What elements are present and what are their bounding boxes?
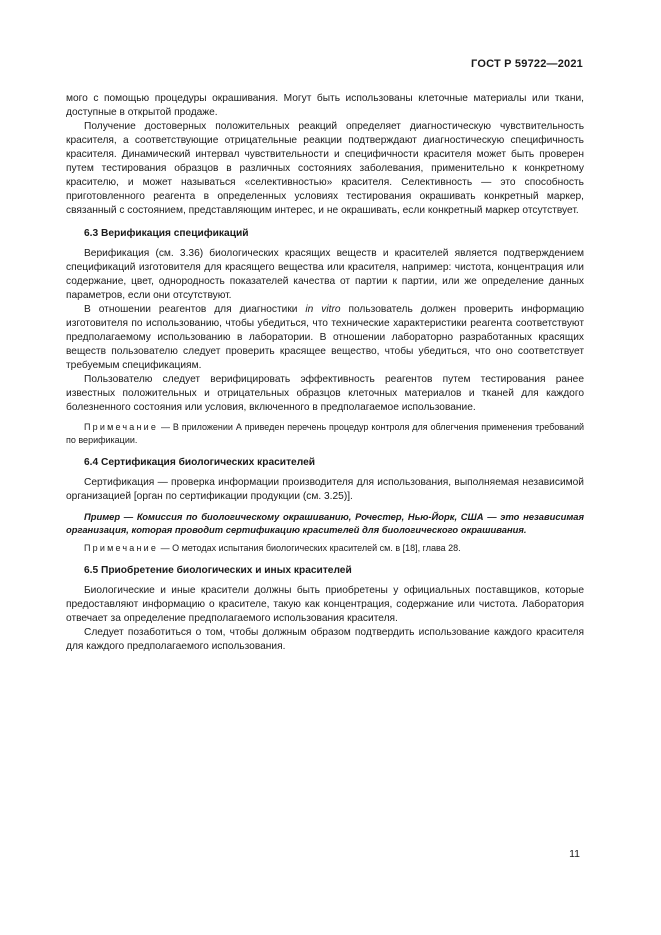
document-body	[66, 92, 584, 654]
note-text: — В приложении А приведен перечень процедур контроля для облегчения применения требований по верификации.	[66, 422, 584, 445]
paragraph: Следует позаботиться о том, чтобы должным образом подтвердить использование каждого красителя для каждого предполагаемого использования.	[66, 627, 584, 652]
paragraph: мого с помощью процедуры окрашивания. Могут быть использованы клеточные материалы или ткани, доступные в открытой продаже.	[66, 93, 584, 118]
paragraph: Верификация (см. 3.36) биологических красящих веществ и красителей является подтверждением спецификаций изготовителя для красящего вещества или красителя, например: чистота, концентрация или содержание, цвет, однородность показателей качества от партии к партии, или же определение данных параметров, если они отсутствуют.	[66, 248, 584, 301]
paragraph	[66, 303, 584, 373]
paragraph: Биологические и иные красители должны быть приобретены у официальных поставщиков, которые предоставляют информацию о красителе, такую как концентрация, содержание или чистота. Лаборатория отвечает за определение предполагаемого использования красителя.	[66, 585, 584, 624]
paragraph: Получение достоверных положительных реакций определяет диагностическую чувствительность красителя, а соответствующие отрицательные реакции подтверждают диагностическую специфичность красителя. Динамический интервал чувствительности и специфичности красителя может быть проверен путем тестирования образцов в различных состояниях заболевания, применительно к конкретному красителю, и может называться «селективностью» красителя. Селективность — это способность приготовленного реагента в определенных условиях тестирования окрашивать конкретный маркер, связанный с состоянием, представляющим интерес, и не окрашивать, если конкретный маркер отсутствует.	[66, 121, 584, 216]
note-label: Примечание	[84, 422, 159, 432]
paragraph: Сертификация — проверка информации производителя для использования, выполняемая независимой организацией [орган по сертификации продукции (см. 3.25)].	[66, 477, 584, 502]
paragraph: Пользователю следует верифицировать эффективность реагентов путем тестирования ранее известных положительных и отрицательных образцов клеточных материалов и тканей для каждого болезненного состояния или условия, включенного в предполагаемое использование.	[66, 374, 584, 413]
note	[66, 421, 584, 447]
section-heading-6-4: 6.4 Сертификация биологических красителей	[84, 457, 315, 468]
text-span: В отношении реагентов для диагностики	[84, 304, 306, 315]
note	[66, 542, 584, 555]
italic-term: in vitro	[305, 304, 341, 315]
example: Пример — Комиссия по биологическому окрашиванию, Рочестер, Нью-Йорк, США — это независимая организация, которая проводит сертификацию красителей для биологического окрашивания.	[66, 511, 584, 535]
section-heading-6-3: 6.3 Верификация спецификаций	[84, 228, 249, 239]
note-text: — О методах испытания биологических красителей см. в [18], глава 28.	[158, 543, 461, 553]
section-heading-6-5: 6.5 Приобретение биологических и иных красителей	[84, 565, 352, 576]
page-number: 11	[569, 848, 580, 860]
text-span: пользователь должен проверить информацию изготовителя по использованию, чтобы убедиться, что технические характеристики реагента соответствуют предполагаемому использованию в лаборатории. В отношении лабораторно разработанных красящих веществ пользователю следует проверить красящее вещество, чтобы убедиться, что оно соответствует требуемым спецификациям.	[66, 304, 584, 371]
document-id: ГОСТ Р 59722—2021	[471, 58, 583, 70]
note-label: Примечание	[84, 543, 159, 553]
